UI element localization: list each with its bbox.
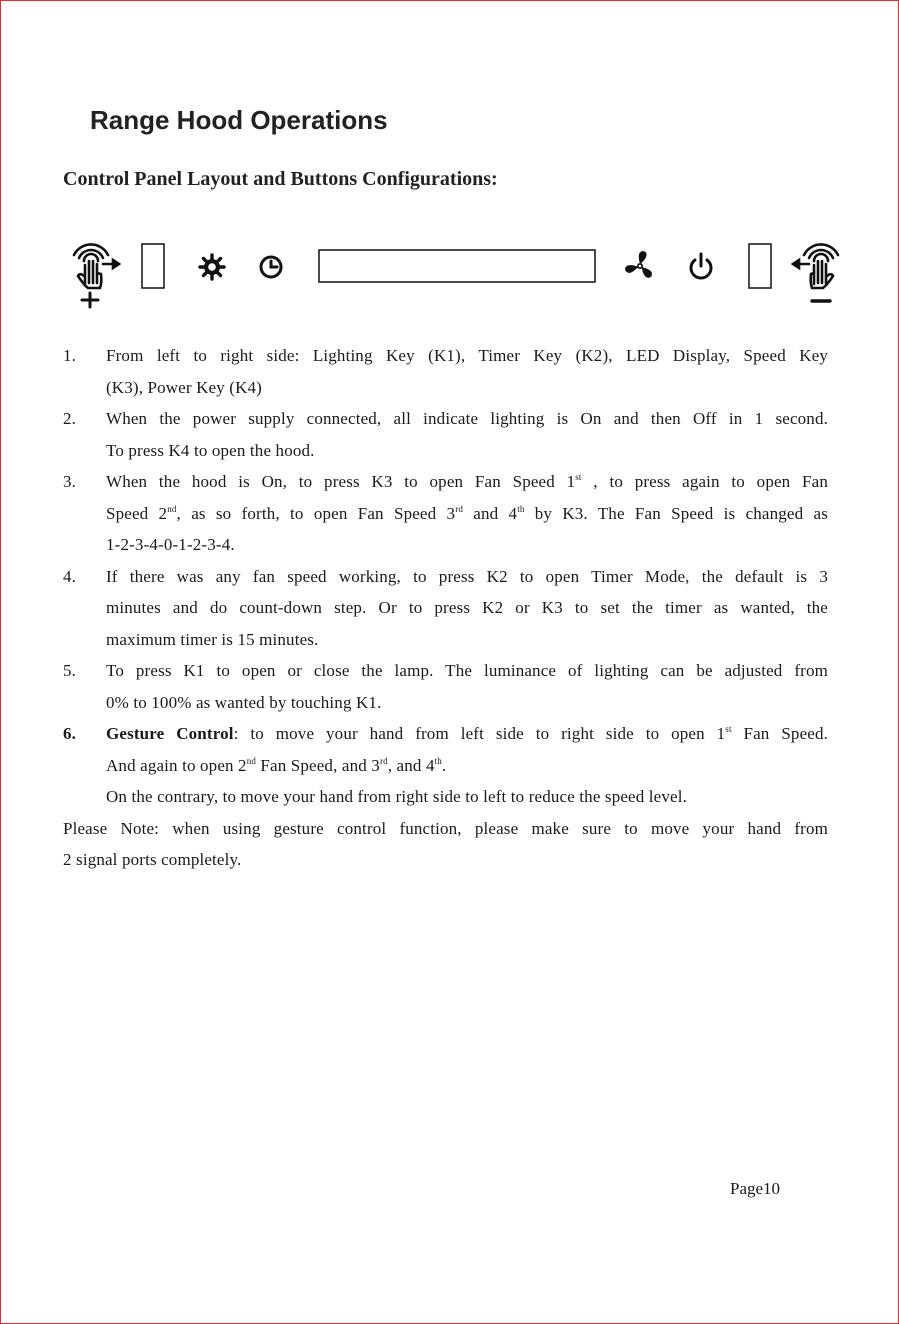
item-number: 3.: [63, 472, 77, 491]
section-subtitle: Control Panel Layout and Buttons Configurations:: [63, 168, 498, 190]
item-line: From left to right side: Lighting Key (K1), Timer Key (K2), LED Display, Speed Key: [106, 346, 828, 365]
list-item: [63, 466, 828, 561]
item-line: Speed 2nd, as so forth, to open Fan Speed 3rd and 4th by K3. The Fan Speed is changed as: [106, 503, 828, 523]
hand-gesture-left-icon: [793, 244, 838, 301]
power-icon[interactable]: [691, 254, 711, 278]
item-number: 5.: [63, 661, 77, 680]
item-number: 2.: [63, 409, 77, 428]
item-line: To press K4 to open the hood.: [106, 440, 315, 460]
item-line: When the hood is On, to press K3 to open Fan Speed 1st , to press again to open Fan: [106, 472, 828, 491]
page-title: Range Hood Operations: [90, 105, 388, 135]
item-line: 0% to 100% as wanted by touching K1.: [106, 692, 382, 712]
item-line: If there was any fan speed working, to press K2 to open Timer Mode, the default is 3: [106, 566, 828, 586]
page-number: Page10: [730, 1179, 781, 1198]
list-item: [63, 561, 828, 656]
item-line: minutes and do count-down step. Or to press K2 or K3 to set the timer as wanted, the: [106, 598, 828, 617]
item-line: maximum timer is 15 minutes.: [106, 629, 319, 649]
item-number: 4.: [63, 566, 77, 586]
item-line: When the power supply connected, all indicate lighting is On and then Off in 1 second.: [106, 409, 828, 428]
timer-icon[interactable]: [261, 257, 281, 277]
note-line: Please Note: when using gesture control function, please make sure to move your hand from: [63, 818, 828, 838]
list-item: [63, 718, 828, 813]
item-line: On the contrary, to move your hand from right side to left to reduce the speed level.: [106, 787, 687, 806]
item-line: Gesture Control: to move your hand from left side to right side to open 1st Fan Speed.: [106, 724, 829, 743]
item-line: And again to open 2nd Fan Speed, and 3rd, and 4th.: [106, 755, 447, 775]
hand-gesture-right-icon: [74, 244, 119, 307]
instructions: [63, 340, 828, 876]
control-panel-diagram: [61, 233, 851, 313]
led-display: [319, 250, 595, 282]
item-number: 6.: [63, 724, 77, 743]
fan-icon[interactable]: [624, 251, 654, 279]
gesture-control-label: Gesture Control: [106, 724, 234, 743]
item-line: To press K1 to open or close the lamp. The luminance of lighting can be adjusted from: [106, 661, 828, 680]
item-line: (K3), Power Key (K4): [106, 377, 262, 397]
list-item: [63, 340, 828, 403]
item-number: 1.: [63, 346, 77, 365]
list-item: [63, 655, 828, 718]
lighting-icon[interactable]: [200, 255, 224, 279]
item-line: 1-2-3-4-0-1-2-3-4.: [106, 535, 235, 554]
signal-port-left: [142, 244, 164, 288]
list-item: [63, 403, 828, 466]
note: [63, 813, 828, 876]
signal-port-right: [749, 244, 771, 288]
note-line: 2 signal ports completely.: [63, 850, 242, 869]
